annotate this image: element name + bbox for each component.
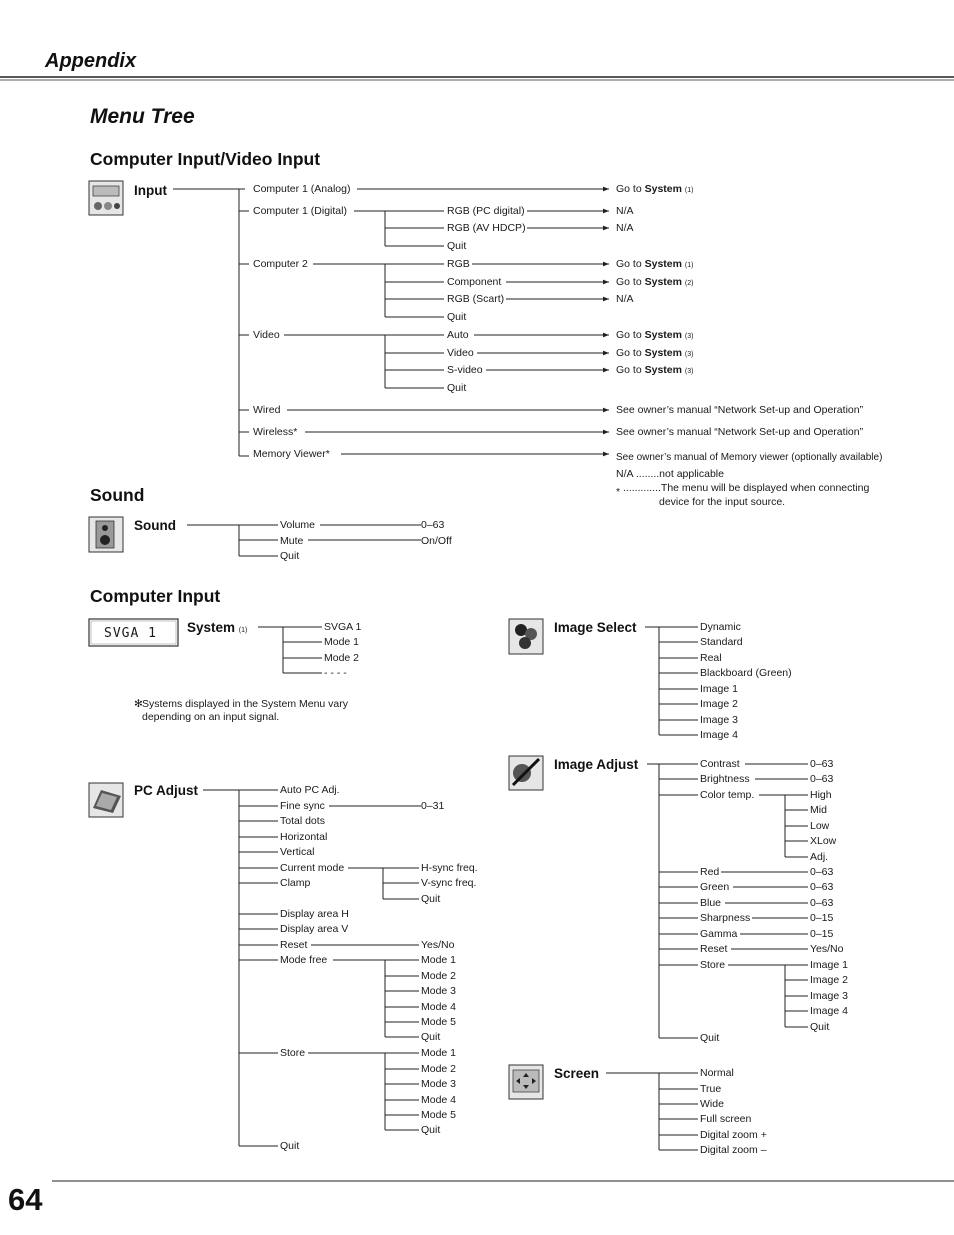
- input-menu-label: Input: [134, 183, 167, 198]
- input-item-video: Video: [253, 329, 280, 341]
- comp2-sub-rgb: RGB: [447, 258, 470, 270]
- input-item-memory-viewer: Memory Viewer*: [253, 448, 330, 460]
- ia-gamma-val: 0–15: [810, 928, 834, 940]
- is-standard: Standard: [700, 636, 743, 648]
- svga-display-icon: [89, 619, 178, 646]
- pc-fine-sync: Fine sync: [280, 800, 325, 812]
- ia-sharpness-val: 0–15: [810, 912, 834, 924]
- page-number: 64: [8, 1182, 43, 1217]
- ia-green-val: 0–63: [810, 881, 834, 893]
- screen-zoom-minus: Digital zoom –: [700, 1144, 767, 1156]
- na-1: N/A: [616, 205, 634, 217]
- ia-store-image2: Image 2: [810, 974, 848, 986]
- pc-current-mode: Current mode: [280, 862, 345, 874]
- screen-normal: Normal: [700, 1067, 734, 1079]
- goto-system-1a: Go to System (1): [616, 183, 694, 195]
- ct-mid: Mid: [810, 804, 827, 816]
- section-computer-input: Computer Input: [90, 586, 221, 606]
- ia-color-temp: Color temp.: [700, 789, 755, 801]
- digital-sub-rgb-av: RGB (AV HDCP): [447, 222, 526, 234]
- memory-manual: See owner’s manual of Memory viewer (optionally available): [616, 452, 883, 463]
- pc-display-area-v: Display area V: [280, 923, 349, 935]
- ia-blue: Blue: [700, 897, 722, 909]
- comp2-sub-component: Component: [447, 276, 502, 288]
- pc-mode-free: Mode free: [280, 954, 328, 966]
- legend-star-line2: device for the input source.: [659, 496, 786, 508]
- pc-modefree-mode2: Mode 2: [421, 970, 457, 982]
- input-icon: [89, 181, 123, 215]
- is-image3: Image 3: [700, 714, 738, 726]
- system-note-line2: depending on an input signal.: [142, 711, 280, 723]
- ia-red: Red: [700, 866, 720, 878]
- goto-system-2: Go to System (2): [616, 276, 694, 288]
- pc-vertical: Vertical: [280, 846, 315, 858]
- ct-adj: Adj.: [810, 851, 829, 863]
- svga-display-text: SVGA 1: [104, 626, 157, 641]
- input-item-wired: Wired: [253, 404, 281, 416]
- system-note-star: ✻: [134, 698, 143, 710]
- input-item-computer2: Computer 2: [253, 258, 308, 270]
- pc-reset-value: Yes/No: [421, 939, 455, 951]
- ia-contrast-val: 0–63: [810, 758, 834, 770]
- pc-display-area-h: Display area H: [280, 908, 349, 920]
- pc-clamp-quit: Quit: [421, 893, 441, 905]
- image-adjust-icon: [509, 756, 543, 790]
- screen-menu-label: Screen: [554, 1066, 600, 1081]
- page-title: Menu Tree: [90, 105, 195, 128]
- pc-total-dots: Total dots: [280, 815, 325, 827]
- goto-system-3c: Go to System (3): [616, 364, 694, 376]
- is-dynamic: Dynamic: [700, 621, 741, 633]
- comp2-sub-quit: Quit: [447, 311, 467, 323]
- input-item-computer1-digital: Computer 1 (Digital): [253, 205, 347, 217]
- goto-system-3b: Go to System (3): [616, 347, 694, 359]
- pc-modefree-mode1: Mode 1: [421, 954, 457, 966]
- sound-volume-value: 0–63: [421, 519, 445, 531]
- ia-contrast: Contrast: [700, 758, 740, 770]
- sound-mute: Mute: [280, 535, 304, 547]
- sound-menu-label: Sound: [134, 518, 176, 533]
- pc-clamp: Clamp: [280, 877, 311, 889]
- ct-low: Low: [810, 820, 830, 832]
- system-svga1: SVGA 1: [324, 621, 362, 633]
- network-manual-1: See owner’s manual “Network Set-up and Operation”: [616, 404, 864, 416]
- pc-hsync: H-sync freq.: [421, 862, 478, 874]
- pc-quit: Quit: [280, 1140, 300, 1152]
- system-mode1: Mode 1: [324, 636, 360, 648]
- video-sub-video: Video: [447, 347, 474, 359]
- na-2: N/A: [616, 222, 634, 234]
- ia-store-quit: Quit: [810, 1021, 830, 1033]
- pc-modefree-mode5: Mode 5: [421, 1016, 457, 1028]
- sound-volume: Volume: [280, 519, 316, 531]
- image-select-menu-label: Image Select: [554, 620, 637, 635]
- ia-green: Green: [700, 881, 730, 893]
- section-computer-video-input: Computer Input/Video Input: [90, 149, 321, 169]
- sound-mute-value: On/Off: [421, 535, 452, 547]
- pc-store-mode3: Mode 3: [421, 1078, 457, 1090]
- ia-reset-val: Yes/No: [810, 943, 844, 955]
- ct-xlow: XLow: [810, 835, 837, 847]
- video-sub-auto: Auto: [447, 329, 469, 341]
- ia-brightness: Brightness: [700, 773, 750, 785]
- pc-store: Store: [280, 1047, 306, 1059]
- sound-quit: Quit: [280, 550, 300, 562]
- ia-store-image3: Image 3: [810, 990, 848, 1002]
- system-more: - - - -: [324, 667, 347, 679]
- is-real: Real: [700, 652, 722, 664]
- input-item-computer1-analog: Computer 1 (Analog): [253, 183, 351, 195]
- screen-zoom-plus: Digital zoom +: [700, 1129, 767, 1141]
- system-mode2: Mode 2: [324, 652, 360, 664]
- network-manual-2: See owner’s manual “Network Set-up and Operation”: [616, 426, 864, 438]
- screen-icon: [509, 1065, 543, 1099]
- appendix-title: Appendix: [45, 50, 137, 72]
- pc-auto-adj: Auto PC Adj.: [280, 784, 340, 796]
- pc-horizontal: Horizontal: [280, 831, 328, 843]
- legend-na: N/A ........not applicable: [616, 468, 724, 480]
- na-3: N/A: [616, 293, 634, 305]
- ia-gamma: Gamma: [700, 928, 738, 940]
- pc-modefree-quit: Quit: [421, 1031, 441, 1043]
- is-image1: Image 1: [700, 683, 738, 695]
- goto-system-1b: Go to System (1): [616, 258, 694, 270]
- legend-star-mark: *: [616, 486, 621, 498]
- pc-store-mode4: Mode 4: [421, 1094, 457, 1106]
- is-image4: Image 4: [700, 729, 738, 741]
- pc-reset: Reset: [280, 939, 308, 951]
- video-sub-svideo: S-video: [447, 364, 483, 376]
- screen-wide: Wide: [700, 1098, 724, 1110]
- ia-store: Store: [700, 959, 726, 971]
- ia-store-image4: Image 4: [810, 1005, 848, 1017]
- pc-fine-sync-value: 0–31: [421, 800, 445, 812]
- is-blackboard: Blackboard (Green): [700, 667, 792, 679]
- pc-modefree-mode3: Mode 3: [421, 985, 457, 997]
- pc-store-quit: Quit: [421, 1124, 441, 1136]
- sound-icon: [89, 517, 123, 552]
- ct-high: High: [810, 789, 832, 801]
- screen-true: True: [700, 1083, 722, 1095]
- pc-store-mode2: Mode 2: [421, 1063, 457, 1075]
- pc-adjust-icon: [89, 783, 123, 817]
- ia-store-image1: Image 1: [810, 959, 848, 971]
- comp2-sub-rgb-scart: RGB (Scart): [447, 293, 505, 305]
- digital-sub-quit: Quit: [447, 240, 467, 252]
- system-note-line1: Systems displayed in the System Menu vary: [142, 698, 349, 710]
- system-menu-label: System (1): [187, 620, 248, 635]
- pc-vsync: V-sync freq.: [421, 877, 477, 889]
- input-item-wireless: Wireless*: [253, 426, 298, 438]
- ia-blue-val: 0–63: [810, 897, 834, 909]
- image-select-icon: [509, 619, 543, 654]
- ia-reset: Reset: [700, 943, 728, 955]
- section-sound: Sound: [90, 485, 145, 505]
- pc-store-mode5: Mode 5: [421, 1109, 457, 1121]
- ia-red-val: 0–63: [810, 866, 834, 878]
- ia-brightness-val: 0–63: [810, 773, 834, 785]
- image-adjust-menu-label: Image Adjust: [554, 757, 639, 772]
- ia-sharpness: Sharpness: [700, 912, 751, 924]
- video-sub-quit: Quit: [447, 382, 467, 394]
- is-image2: Image 2: [700, 698, 738, 710]
- screen-full: Full screen: [700, 1113, 752, 1125]
- ia-quit: Quit: [700, 1032, 720, 1044]
- digital-sub-rgb-pc: RGB (PC digital): [447, 205, 525, 217]
- goto-system-3a: Go to System (3): [616, 329, 694, 341]
- legend-star-line1: .............The menu will be displayed when connecting: [623, 482, 870, 494]
- pc-store-mode1: Mode 1: [421, 1047, 457, 1059]
- pc-adjust-menu-label: PC Adjust: [134, 783, 198, 798]
- pc-modefree-mode4: Mode 4: [421, 1001, 457, 1013]
